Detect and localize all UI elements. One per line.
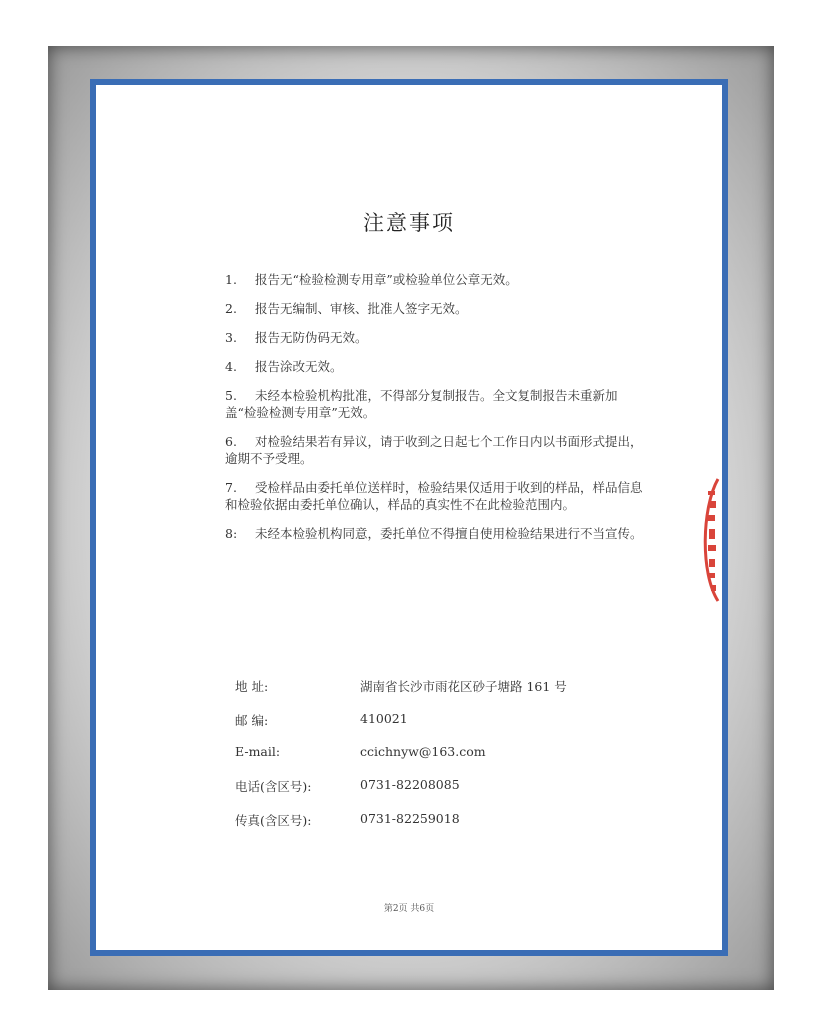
email-value: ccichnyw@163.com (360, 744, 486, 759)
list-item: 1. 报告无“检验检测专用章”或检验单位公章无效。 (225, 272, 518, 287)
document-page (90, 79, 728, 956)
page-indicator: 第2页 共6页 (383, 904, 435, 914)
page-title: 注意事项 (363, 211, 455, 235)
list-item: 2. 报告无编制、审核、批准人签字无效。 (225, 301, 468, 316)
address-value: 湖南省长沙市雨花区砂子塘路 161 号 (360, 679, 567, 694)
email-label: E-mail: (235, 744, 281, 759)
partial-seal-stamp (696, 477, 724, 603)
phone-label: 电话(含区号): (235, 779, 312, 794)
list-item: 3. 报告无防伪码无效。 (225, 330, 368, 345)
list-item: 5. 未经本检验机构批准，不得部分复制报告。全文复制报告未重新加盖“检验检测专用章”无效。 (225, 388, 618, 420)
list-item: 7. 受检样品由委托单位送样时，检验结果仅适用于收到的样品，样品信息和检验依据由委托单位确认，样品的真实性不在此检验范围内。 (225, 480, 643, 512)
list-item: 4. 报告涂改无效。 (225, 359, 343, 374)
fax-label: 传真(含区号): (235, 813, 312, 828)
list-item: 6. 对检验结果若有异议，请于收到之日起七个工作日内以书面形式提出，逾期不予受理。 (225, 434, 643, 466)
postcode-value: 410021 (360, 711, 408, 726)
notes-list (225, 271, 645, 554)
fax-value: 0731-82259018 (360, 811, 460, 826)
phone-value: 0731-82208085 (360, 777, 460, 792)
address-label: 地 址: (235, 679, 269, 694)
list-item: 8: 未经本检验机构同意，委托单位不得擅自使用检验结果进行不当宣传。 (225, 526, 643, 541)
postcode-label: 邮 编: (235, 713, 269, 728)
